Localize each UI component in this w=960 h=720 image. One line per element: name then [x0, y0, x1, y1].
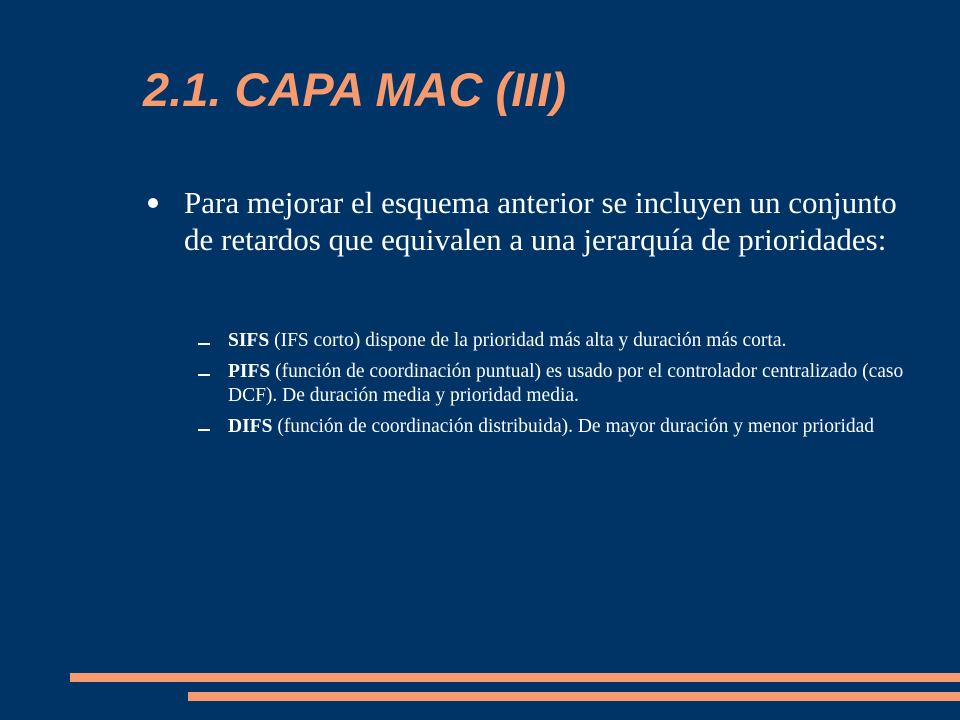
sub-bullet-term: SIFS	[228, 330, 270, 351]
sub-bullet-term: PIFS	[228, 361, 271, 382]
dash-bullet-icon	[198, 429, 210, 431]
sub-bullet-description: (función de coordinación distribuida). De mayor duración y menor prioridad	[272, 416, 875, 437]
sub-bullet-sifs	[198, 329, 938, 353]
dash-bullet-icon	[198, 343, 210, 345]
decorative-bar-bottom	[188, 692, 960, 701]
main-bullet-text: Para mejorar el esquema anterior se incluyen un conjunto de retardos que equivalen a una jerarquía de prioridades:	[184, 185, 897, 257]
sub-bullet-text	[228, 415, 938, 439]
sub-bullet-list	[198, 329, 938, 446]
decorative-bar-top	[70, 673, 960, 682]
bullet-dot-icon	[148, 198, 158, 208]
sub-bullet-description: (función de coordinación puntual) es usado por el controlador centralizado (caso DCF). De duración media y prioridad media.	[228, 361, 904, 406]
main-bullet	[148, 184, 908, 258]
sub-bullet-text	[228, 329, 938, 353]
slide-title: 2.1. CAPA MAC (III)	[143, 63, 567, 116]
sub-bullet-term: DIFS	[228, 416, 273, 437]
sub-bullet-text	[228, 360, 938, 408]
dash-bullet-icon	[198, 374, 210, 376]
sub-bullet-description: (IFS corto) dispone de la prioridad más alta y duración más corta.	[269, 330, 787, 351]
sub-bullet-pifs	[198, 360, 938, 408]
sub-bullet-difs	[198, 415, 938, 439]
